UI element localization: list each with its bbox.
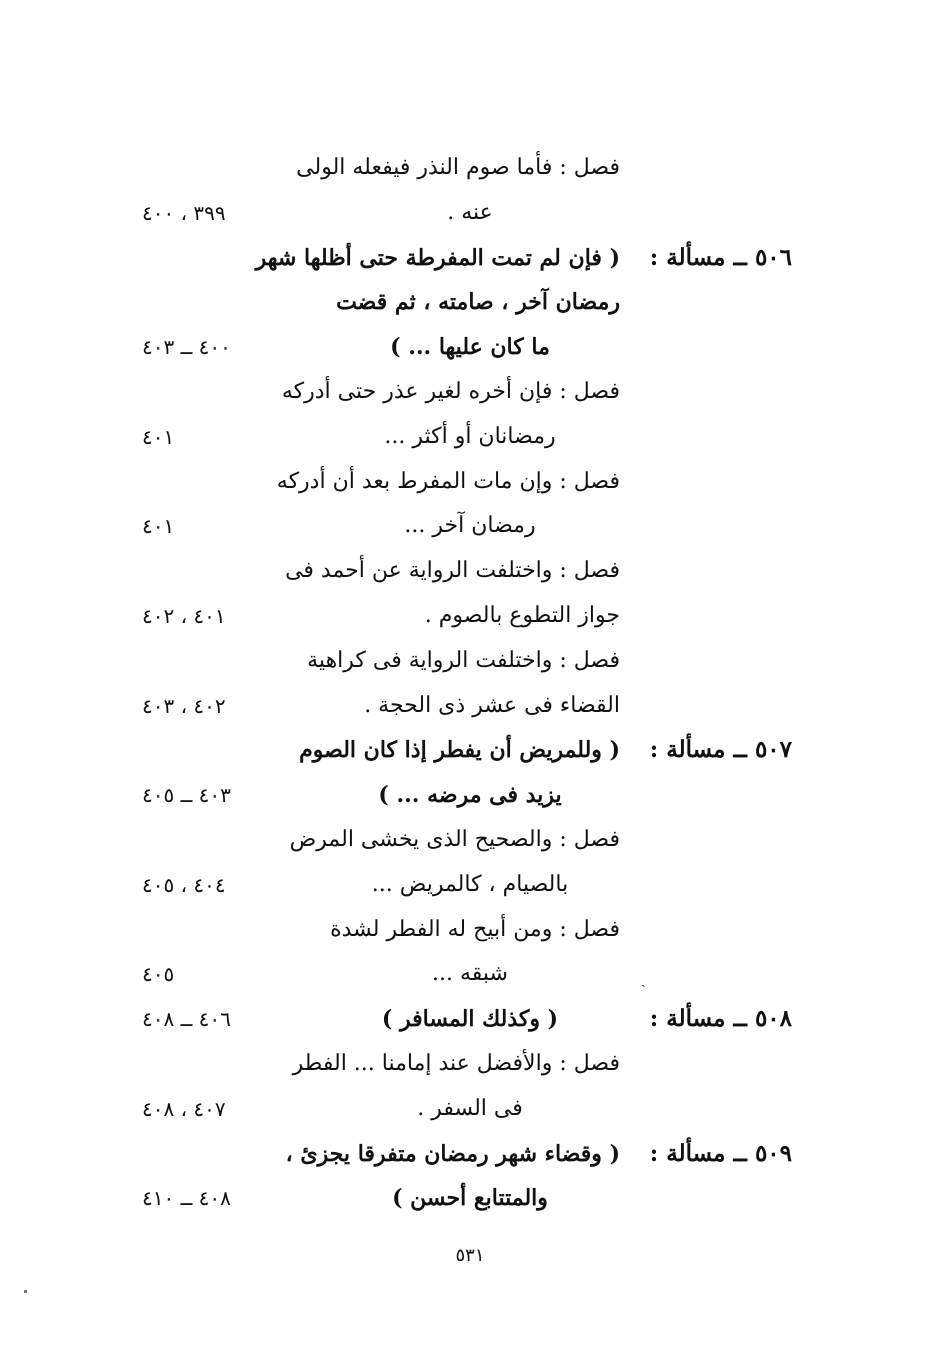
entry-text-line: فصل : وإن مات المفرط بعد أن أدركه: [276, 468, 620, 494]
entry-text-line: فى السفر .: [417, 1095, 523, 1121]
entry-pages: ٤٠٨ ــ ٤١٠: [142, 1186, 231, 1211]
entry-label: ٥٠٨ ــ مسألة :: [649, 1005, 792, 1033]
scan-speck: [24, 1290, 27, 1293]
entry-text-line: رمضانان أو أكثر ...: [384, 423, 556, 449]
entry-text-line: رمضان آخر ...: [404, 513, 536, 539]
stray-mark: ˎ: [641, 972, 646, 988]
entry-pages: ٤٠٥: [142, 962, 175, 987]
entry-pages: ٤٠١: [142, 514, 175, 539]
entry-text-line: القضاء فى عشر ذى الحجة .: [364, 692, 620, 718]
entry-pages: ٤٠٢ ، ٤٠٣: [142, 693, 226, 718]
entry-text-line: عنه .: [447, 199, 493, 225]
entry-text-line: فصل : فأما صوم النذر فيفعله الولى: [296, 155, 620, 180]
entry-text-line: والمتتابع أحسن ): [392, 1185, 548, 1212]
entry-text-line: فصل : والصحيح الذى يخشى المرض: [289, 827, 620, 852]
entry-label: ٥٠٦ ــ مسألة :: [649, 243, 792, 271]
entry-text-line: ( وكذلك المسافر ): [381, 1006, 559, 1033]
entry-text-line: ما كان عليها ... ): [390, 334, 550, 361]
entry-pages: ٤٠٦ ــ ٤٠٨: [142, 1007, 231, 1032]
page-number: ٥٣١: [455, 1245, 485, 1266]
entry-text-line: جواز التطوع بالصوم .: [424, 603, 620, 628]
entry-text-line: فصل : والأفضل عند إمامنا ... الفطر: [292, 1051, 620, 1076]
entry-pages: ٤٠١: [142, 424, 175, 449]
entry-text-line: بالصيام ، كالمريض ...: [371, 871, 569, 897]
entry-text-line: يزيد فى مرضه ... ): [378, 782, 562, 809]
entry-pages: ٤٠٠ ــ ٤٠٣: [142, 335, 231, 360]
entry-text-line: فصل : ومن أبيح له الفطر لشدة: [330, 916, 620, 942]
entry-text-line: ( وللمريض أن يفطر إذا كان الصوم: [299, 737, 620, 764]
entry-pages: ٤٠٧ ، ٤٠٨: [142, 1096, 226, 1121]
entry-text-line: ( فإن لم تمت المفرطة حتى أظلها شهر: [255, 244, 620, 271]
entry-text-line: فصل : فإن أخره لغير عذر حتى أدركه: [281, 379, 620, 404]
entry-text-line: ( وقضاء شهر رمضان متفرقا يجزئ ،: [285, 1140, 620, 1167]
entry-pages: ٣٩٩ ، ٤٠٠: [142, 200, 226, 225]
entry-label: ٥٠٩ ــ مسألة :: [649, 1139, 792, 1167]
entry-text-line: فصل : واختلفت الرواية عن أحمد فى: [285, 558, 620, 584]
entry-label: ٥٠٧ ــ مسألة :: [649, 736, 792, 764]
entry-text-line: فصل : واختلفت الرواية فى كراهية: [307, 647, 620, 673]
entry-text-line: رمضان آخر ، صامته ، ثم قضت: [336, 289, 620, 316]
entry-text-line: شبقه ...: [432, 961, 508, 987]
entry-pages: ٤٠٣ ــ ٤٠٥: [142, 783, 231, 808]
entry-pages: ٤٠٤ ، ٤٠٥: [142, 872, 226, 897]
entry-pages: ٤٠١ ، ٤٠٢: [142, 604, 226, 628]
